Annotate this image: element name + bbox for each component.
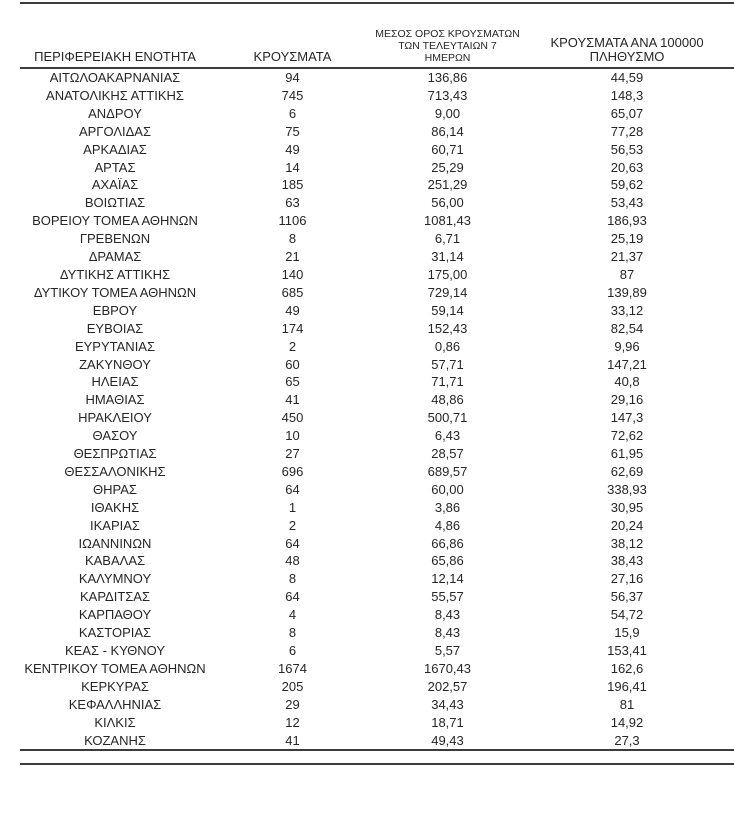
cases-cell: 41 bbox=[285, 732, 300, 748]
cases-cell: 14 bbox=[285, 159, 300, 175]
header-cases-per-100k-line1: ΚΡΟΥΣΜΑΤΑ ΑΝΑ 100000 bbox=[550, 35, 704, 50]
per-100k-cell: 56,53 bbox=[610, 141, 644, 157]
region-cell: ΙΘΑΚΗΣ bbox=[90, 499, 140, 515]
cases-cell: 696 bbox=[281, 463, 304, 479]
per-100k-cell: 56,37 bbox=[610, 589, 644, 605]
table-row bbox=[20, 624, 734, 642]
region-cell: ΚΟΖΑΝΗΣ bbox=[84, 732, 146, 748]
per-100k-cell: 14,92 bbox=[610, 714, 644, 730]
cases-cell: 205 bbox=[281, 678, 304, 694]
avg-7day-cell: 8,43 bbox=[434, 625, 461, 641]
avg-7day-cell: 152,43 bbox=[427, 320, 468, 336]
region-cell: ΘΑΣΟΥ bbox=[92, 428, 138, 444]
region-cell: ΓΡΕΒΕΝΩΝ bbox=[79, 231, 151, 247]
region-cell: ΘΗΡΑΣ bbox=[93, 481, 137, 497]
cases-cell: 2 bbox=[288, 517, 297, 533]
avg-7day-cell: 6,71 bbox=[434, 231, 461, 247]
table-row bbox=[20, 714, 734, 732]
header-cases-per-100k-line2: ΠΛΗΘΥΣΜΟ bbox=[589, 49, 665, 64]
per-100k-cell: 20,63 bbox=[610, 159, 644, 175]
per-100k-cell: 82,54 bbox=[610, 320, 644, 336]
per-100k-cell: 87 bbox=[619, 266, 635, 282]
table-row bbox=[20, 588, 734, 606]
per-100k-cell: 139,89 bbox=[607, 284, 647, 300]
avg-7day-cell: 5,57 bbox=[434, 643, 461, 658]
per-100k-cell: 65,07 bbox=[610, 105, 644, 121]
per-100k-cell: 38,43 bbox=[610, 553, 644, 569]
table-row bbox=[20, 678, 734, 696]
header-7day-average bbox=[375, 4, 520, 68]
region-cell: ΕΒΡΟΥ bbox=[92, 302, 138, 318]
avg-7day-cell: 713,43 bbox=[427, 87, 468, 103]
per-100k-cell: 59,62 bbox=[610, 177, 644, 193]
cases-cell: 140 bbox=[281, 266, 304, 282]
region-cell: ΕΥΡΥΤΑΝΙΑΣ bbox=[74, 338, 156, 354]
avg-7day-cell: 34,43 bbox=[431, 696, 464, 712]
cases-cell: 21 bbox=[285, 249, 300, 265]
table-row bbox=[20, 356, 734, 374]
avg-7day-cell: 1670,43 bbox=[424, 660, 471, 676]
per-100k-cell: 77,28 bbox=[610, 123, 644, 139]
cases-cell: 41 bbox=[285, 392, 300, 408]
avg-7day-cell: 8,43 bbox=[434, 607, 461, 623]
region-cell: ΚΕΝΤΡΙΚΟΥ ΤΟΜΕΑ ΑΘΗΝΩΝ bbox=[24, 660, 206, 676]
cases-cell: 8 bbox=[288, 625, 297, 641]
region-cell: ΗΛΕΙΑΣ bbox=[91, 374, 139, 390]
avg-7day-cell: 28,57 bbox=[431, 446, 464, 462]
avg-7day-cell: 12,14 bbox=[431, 571, 464, 587]
region-cell: ΗΜΑΘΙΑΣ bbox=[85, 392, 145, 408]
table-row bbox=[20, 123, 734, 141]
region-cell: ΚΕΑΣ - ΚΥΘΝΟΥ bbox=[64, 643, 166, 658]
per-100k-cell: 162,6 bbox=[610, 660, 644, 676]
avg-7day-cell: 175,00 bbox=[427, 266, 468, 282]
cases-cell: 2 bbox=[288, 338, 297, 354]
avg-7day-cell: 136,86 bbox=[427, 70, 468, 85]
region-cell: ΚΑΒΑΛΑΣ bbox=[84, 553, 146, 569]
table-row bbox=[20, 696, 734, 714]
cases-cell: 75 bbox=[285, 123, 300, 139]
avg-7day-cell: 86,14 bbox=[431, 123, 464, 139]
region-cell: ΔΡΑΜΑΣ bbox=[88, 249, 142, 265]
table-body bbox=[20, 68, 734, 750]
region-cell: ΙΩΑΝΝΙΝΩΝ bbox=[78, 535, 152, 551]
per-100k-cell: 196,41 bbox=[607, 678, 647, 694]
region-cell: ΘΕΣΠΡΩΤΙΑΣ bbox=[73, 446, 157, 462]
table-row bbox=[20, 660, 734, 678]
avg-7day-cell: 48,86 bbox=[431, 392, 464, 408]
per-100k-cell: 186,93 bbox=[607, 213, 647, 229]
region-cell: ΔΥΤΙΚΟΥ ΤΟΜΕΑ ΑΘΗΝΩΝ bbox=[33, 284, 197, 300]
cases-cell: 49 bbox=[285, 141, 300, 157]
avg-7day-cell: 55,57 bbox=[431, 589, 464, 605]
cases-cell: 685 bbox=[281, 284, 304, 300]
avg-7day-cell: 0,86 bbox=[434, 338, 461, 354]
table-row bbox=[20, 141, 734, 159]
avg-7day-cell: 71,71 bbox=[431, 374, 464, 390]
per-100k-cell: 38,12 bbox=[610, 535, 644, 551]
avg-7day-cell: 25,29 bbox=[431, 159, 464, 175]
regional-cases-table bbox=[20, 4, 734, 751]
table-row bbox=[20, 194, 734, 212]
per-100k-cell: 27,3 bbox=[614, 732, 640, 748]
header-cases-per-100k bbox=[520, 4, 734, 68]
region-cell: ΒΟΡΕΙΟΥ ΤΟΜΕΑ ΑΘΗΝΩΝ bbox=[32, 213, 198, 229]
table-header-row bbox=[20, 4, 734, 68]
table-row bbox=[20, 302, 734, 320]
region-cell: ΑΝΑΤΟΛΙΚΗΣ ΑΤΤΙΚΗΣ bbox=[46, 87, 184, 103]
region-cell: ΖΑΚΥΝΘΟΥ bbox=[79, 356, 151, 372]
table-row bbox=[20, 105, 734, 123]
per-100k-cell: 338,93 bbox=[607, 481, 647, 497]
region-cell: ΚΑΣΤΟΡΙΑΣ bbox=[78, 625, 152, 641]
per-100k-cell: 153,41 bbox=[607, 643, 647, 658]
avg-7day-cell: 9,00 bbox=[434, 105, 461, 121]
per-100k-cell: 21,37 bbox=[610, 249, 644, 265]
per-100k-cell: 147,3 bbox=[610, 410, 644, 426]
region-cell: ΚΑΡΠΑΘΟΥ bbox=[78, 607, 152, 623]
table-row bbox=[20, 68, 734, 87]
region-cell: ΚΑΛΥΜΝΟΥ bbox=[78, 571, 152, 587]
per-100k-cell: 72,62 bbox=[610, 428, 644, 444]
cases-cell: 4 bbox=[288, 607, 297, 623]
per-100k-cell: 44,59 bbox=[610, 70, 644, 85]
per-100k-cell: 33,12 bbox=[610, 302, 644, 318]
per-100k-cell: 148,3 bbox=[610, 87, 644, 103]
region-cell: ΑΡΓΟΛΙΔΑΣ bbox=[78, 123, 152, 139]
header-7day-average-line2: ΤΩΝ ΤΕΛΕΥΤΑΙΩΝ 7 ΗΜΕΡΩΝ bbox=[398, 40, 497, 64]
table-row bbox=[20, 87, 734, 105]
table-row bbox=[20, 373, 734, 391]
table-row bbox=[20, 570, 734, 588]
table-row bbox=[20, 535, 734, 553]
table-row bbox=[20, 463, 734, 481]
avg-7day-cell: 4,86 bbox=[434, 517, 461, 533]
region-cell: ΚΕΡΚΥΡΑΣ bbox=[81, 678, 149, 694]
table-row bbox=[20, 266, 734, 284]
avg-7day-cell: 56,00 bbox=[431, 195, 464, 211]
region-cell: ΑΧΑΪΑΣ bbox=[91, 177, 139, 193]
cases-cell: 10 bbox=[285, 428, 300, 444]
table-row bbox=[20, 320, 734, 338]
avg-7day-cell: 729,14 bbox=[427, 284, 468, 300]
table-row bbox=[20, 517, 734, 535]
table-row bbox=[20, 212, 734, 230]
cases-cell: 174 bbox=[281, 320, 304, 336]
avg-7day-cell: 66,86 bbox=[431, 535, 464, 551]
region-cell: ΚΑΡΔΙΤΣΑΣ bbox=[79, 589, 151, 605]
cases-cell: 65 bbox=[285, 374, 300, 390]
per-100k-cell: 53,43 bbox=[610, 195, 644, 211]
table-row bbox=[20, 338, 734, 356]
region-cell: ΑΝΔΡΟΥ bbox=[88, 105, 142, 121]
region-cell: ΗΡΑΚΛΕΙΟΥ bbox=[78, 410, 152, 426]
table-row bbox=[20, 481, 734, 499]
region-cell: ΑΡΚΑΔΙΑΣ bbox=[83, 141, 147, 157]
table-row bbox=[20, 427, 734, 445]
region-cell: ΚΙΛΚΙΣ bbox=[94, 714, 136, 730]
region-cell: ΘΕΣΣΑΛΟΝΙΚΗΣ bbox=[64, 463, 166, 479]
region-cell: ΑΙΤΩΛΟΑΚΑΡΝΑΝΙΑΣ bbox=[49, 70, 181, 85]
region-cell: ΚΕΦΑΛΛΗΝΙΑΣ bbox=[68, 696, 162, 712]
cases-cell: 8 bbox=[288, 571, 297, 587]
per-100k-cell: 81 bbox=[619, 696, 635, 712]
per-100k-cell: 61,95 bbox=[610, 446, 644, 462]
table-row bbox=[20, 248, 734, 266]
avg-7day-cell: 202,57 bbox=[427, 678, 468, 694]
per-100k-cell: 30,95 bbox=[610, 499, 644, 515]
per-100k-cell: 27,16 bbox=[610, 571, 644, 587]
table-row bbox=[20, 642, 734, 660]
per-100k-cell: 147,21 bbox=[607, 356, 647, 372]
cases-cell: 64 bbox=[285, 589, 300, 605]
table-row bbox=[20, 391, 734, 409]
cases-cell: 8 bbox=[288, 231, 297, 247]
cases-cell: 49 bbox=[285, 302, 300, 318]
cases-cell: 60 bbox=[285, 356, 300, 372]
cases-cell: 64 bbox=[285, 481, 300, 497]
per-100k-cell: 62,69 bbox=[610, 463, 644, 479]
avg-7day-cell: 18,71 bbox=[431, 714, 464, 730]
region-cell: ΔΥΤΙΚΗΣ ΑΤΤΙΚΗΣ bbox=[59, 266, 171, 282]
avg-7day-cell: 689,57 bbox=[427, 463, 468, 479]
avg-7day-cell: 60,00 bbox=[431, 481, 464, 497]
bottom-horizontal-rule bbox=[20, 763, 734, 765]
avg-7day-cell: 59,14 bbox=[431, 302, 464, 318]
per-100k-cell: 20,24 bbox=[610, 517, 644, 533]
cases-cell: 12 bbox=[285, 714, 300, 730]
table-row bbox=[20, 409, 734, 427]
cases-cell: 1674 bbox=[278, 660, 307, 676]
table-row bbox=[20, 552, 734, 570]
cases-cell: 1106 bbox=[278, 213, 307, 229]
table-row bbox=[20, 445, 734, 463]
cases-cell: 6 bbox=[288, 643, 297, 658]
region-cell: ΒΟΙΩΤΙΑΣ bbox=[84, 195, 146, 211]
avg-7day-cell: 31,14 bbox=[431, 249, 464, 265]
header-7day-average-line1: ΜΕΣΟΣ ΟΡΟΣ ΚΡΟΥΣΜΑΤΩΝ bbox=[375, 28, 520, 40]
cases-cell: 64 bbox=[285, 535, 300, 551]
region-cell: ΙΚΑΡΙΑΣ bbox=[90, 517, 140, 533]
table-row bbox=[20, 499, 734, 517]
per-100k-cell: 9,96 bbox=[614, 338, 640, 354]
per-100k-cell: 29,16 bbox=[610, 392, 644, 408]
avg-7day-cell: 57,71 bbox=[431, 356, 464, 372]
cases-cell: 745 bbox=[281, 87, 304, 103]
cases-cell: 48 bbox=[285, 553, 300, 569]
header-cases-label: ΚΡΟΥΣΜΑΤΑ bbox=[253, 49, 332, 64]
table-row bbox=[20, 230, 734, 248]
per-100k-cell: 54,72 bbox=[610, 607, 644, 623]
per-100k-cell: 15,9 bbox=[614, 625, 640, 641]
cases-cell: 6 bbox=[288, 105, 297, 121]
avg-7day-cell: 65,86 bbox=[431, 553, 464, 569]
cases-cell: 29 bbox=[285, 696, 300, 712]
per-100k-cell: 25,19 bbox=[610, 231, 644, 247]
cases-cell: 450 bbox=[281, 410, 304, 426]
cases-cell: 1 bbox=[288, 499, 297, 515]
table-row bbox=[20, 159, 734, 177]
header-cases bbox=[210, 4, 375, 68]
avg-7day-cell: 1081,43 bbox=[424, 213, 471, 229]
avg-7day-cell: 251,29 bbox=[427, 177, 468, 193]
avg-7day-cell: 500,71 bbox=[427, 410, 468, 426]
header-regional-unit-label: ΠΕΡΙΦΕΡΕΙΑΚΗ ΕΝΟΤΗΤΑ bbox=[34, 49, 196, 64]
cases-cell: 185 bbox=[281, 177, 304, 193]
table-row bbox=[20, 176, 734, 194]
per-100k-cell: 40,8 bbox=[614, 374, 640, 390]
region-cell: ΕΥΒΟΙΑΣ bbox=[86, 320, 144, 336]
avg-7day-cell: 49,43 bbox=[431, 732, 464, 748]
cases-cell: 94 bbox=[285, 70, 300, 85]
table-row bbox=[20, 284, 734, 302]
cases-cell: 27 bbox=[285, 446, 300, 462]
avg-7day-cell: 60,71 bbox=[431, 141, 464, 157]
table-row bbox=[20, 732, 734, 751]
avg-7day-cell: 3,86 bbox=[434, 499, 461, 515]
cases-cell: 63 bbox=[285, 195, 300, 211]
table-row bbox=[20, 606, 734, 624]
region-cell: ΑΡΤΑΣ bbox=[94, 159, 136, 175]
avg-7day-cell: 6,43 bbox=[434, 428, 461, 444]
header-regional-unit bbox=[20, 4, 210, 68]
